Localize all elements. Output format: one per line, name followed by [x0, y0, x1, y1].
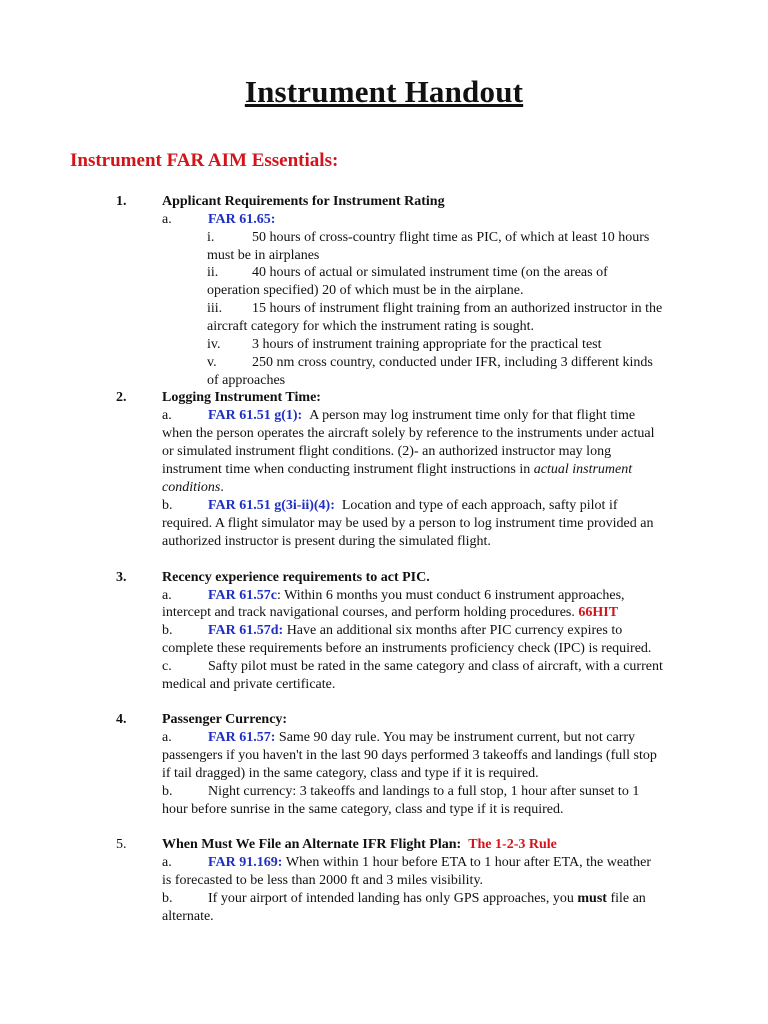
italic-text: actual instrument	[533, 462, 633, 477]
item-heading: When Must We File an Alternate IFR Flight Plan:	[162, 837, 462, 852]
sub-text: complete these requirements before an instruments proficiency check (IPC) is required.	[162, 641, 652, 656]
sub-text: when the person operates the aircraft solely by reference to the instruments under actual	[162, 426, 655, 441]
sub-line	[162, 604, 618, 622]
sub-text: Safty pilot must be rated in the same category and class of aircraft, with a current	[208, 659, 663, 674]
item-heading: Applicant Requirements for Instrument Rating	[162, 194, 445, 209]
sub-line	[208, 729, 635, 747]
sub-marker: a.	[162, 212, 172, 227]
item-heading: Recency experience requirements to act PIC.	[162, 570, 430, 585]
sub-text: or simulated instrument flight conditions. (2)- an authorized instructor may long	[162, 444, 612, 459]
roman-text: operation specified) 20 of which must be in the airplane.	[207, 283, 524, 298]
sub-marker: a.	[162, 408, 172, 423]
sub-text: Night currency: 3 takeoffs and landings to a full stop, 1 hour after sunset to 1	[208, 784, 640, 799]
sub-marker: b.	[162, 623, 173, 638]
sub-text: medical and private certificate.	[162, 677, 336, 692]
item-number: 4.	[116, 712, 127, 727]
roman-text: 50 hours of cross-country flight time as PIC, of which at least 10 hours	[252, 230, 650, 245]
roman-text: aircraft category for which the instrument rating is sought.	[207, 319, 534, 334]
sub-line	[208, 587, 625, 605]
roman-text: 15 hours of instrument flight training from an authorized instructor in the	[252, 301, 663, 316]
sub-text: alternate.	[162, 909, 214, 924]
roman-text: must be in airplanes	[207, 248, 320, 263]
item-number: 2.	[116, 390, 127, 405]
roman-marker: iv.	[207, 337, 221, 352]
far-reference: FAR 61.57d:	[208, 623, 284, 638]
sub-text: file an	[606, 891, 646, 906]
far-reference: FAR 91.169:	[208, 855, 283, 870]
roman-marker: ii.	[207, 265, 219, 280]
sub-text: passengers if you haven't in the last 90 days performed 3 takeoffs and landings (full stop	[162, 748, 657, 763]
item-heading: Logging Instrument Time:	[162, 390, 321, 405]
sub-line	[208, 407, 635, 425]
item-number: 3.	[116, 570, 127, 585]
sub-text: Location and type of each approach, safty pilot if	[341, 498, 618, 513]
roman-marker: iii.	[207, 301, 223, 316]
sub-text: required. A flight simulator may be used by a person to log instrument time provided an	[162, 516, 654, 531]
sub-line	[162, 479, 224, 497]
roman-text: 40 hours of actual or simulated instrument time (on the areas of	[252, 265, 608, 280]
sub-marker: b.	[162, 891, 173, 906]
sub-text: When within 1 hour before ETA to 1 hour after ETA, the weather	[285, 855, 652, 870]
sub-line	[208, 622, 622, 640]
sub-marker: c.	[162, 659, 172, 674]
sub-text: authorized instructor is present during the simulated flight.	[162, 534, 491, 549]
sub-text: instrument time when conducting instrument flight instructions in	[162, 462, 534, 477]
rule-name: The 1-2-3 Rule	[468, 837, 557, 852]
sub-text: intercept and track navigational courses, and perform holding procedures.	[162, 605, 579, 620]
section-heading: Instrument FAR AIM Essentials:	[70, 150, 339, 171]
roman-text: 3 hours of instrument training appropriate for the practical test	[252, 337, 602, 352]
sub-text: hour before sunrise in the same category, class and type if it is required.	[162, 802, 564, 817]
roman-marker: i.	[207, 230, 215, 245]
sub-marker: b.	[162, 498, 173, 513]
roman-marker: v.	[207, 355, 217, 370]
far-reference: FAR 61.65:	[208, 212, 276, 227]
mnemonic-text: 66HIT	[578, 605, 619, 620]
sub-marker: a.	[162, 855, 172, 870]
page-title: Instrument Handout	[244, 74, 524, 109]
sub-line	[208, 890, 646, 908]
item-number: 1.	[116, 194, 127, 209]
roman-text: 250 nm cross country, conducted under IFR, including 3 different kinds	[252, 355, 653, 370]
sub-marker: b.	[162, 784, 173, 799]
far-reference: FAR 61.57c	[208, 588, 277, 603]
item-heading: Passenger Currency:	[162, 712, 288, 727]
sub-text: is forecasted to be less than 2000 ft and 3 miles visibility.	[162, 873, 484, 888]
far-reference: FAR 61.57:	[208, 730, 276, 745]
sub-text: .	[220, 480, 224, 495]
sub-marker: a.	[162, 588, 172, 603]
sub-line	[208, 497, 618, 515]
sub-text: Have an additional six months after PIC currency expires to	[286, 623, 623, 638]
sub-marker: a.	[162, 730, 172, 745]
sub-text: Same 90 day rule. You may be instrument current, but not carry	[278, 730, 636, 745]
sub-text: A person may log instrument time only for that flight time	[309, 408, 636, 423]
far-reference: FAR 61.51 g(3i-ii)(4):	[208, 498, 335, 513]
roman-text: of approaches	[207, 373, 286, 388]
sub-text: If your airport of intended landing has only GPS approaches, you	[208, 891, 578, 906]
emphasis-text: must	[577, 891, 607, 906]
far-reference: FAR 61.51 g(1):	[208, 408, 303, 423]
italic-text: conditions	[162, 480, 221, 495]
item-heading-line	[162, 836, 557, 854]
sub-line	[162, 461, 632, 479]
sub-line	[208, 854, 651, 872]
sub-text: : Within 6 months you must conduct 6 instrument approaches,	[276, 588, 625, 603]
item-number: 5.	[116, 837, 127, 852]
sub-text: if tail dragged) in the same category, class and type if it is required.	[162, 766, 539, 781]
